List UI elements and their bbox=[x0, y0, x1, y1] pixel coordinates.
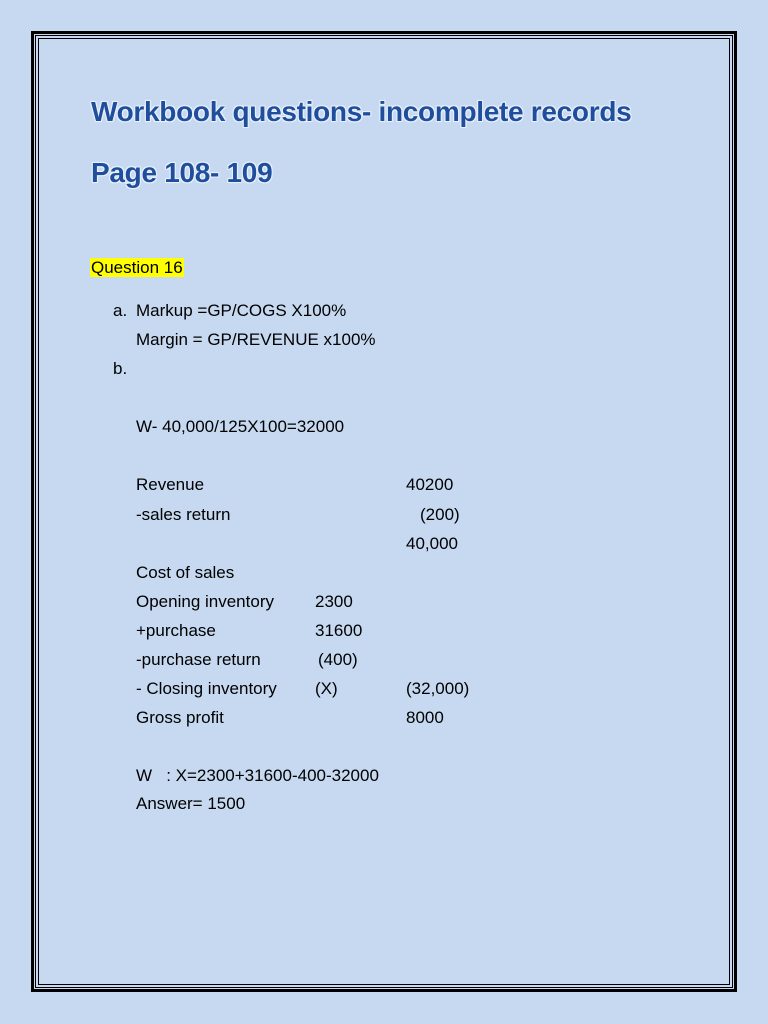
row-label: Gross profit bbox=[136, 708, 224, 727]
row-value-col1: (X) bbox=[315, 679, 338, 698]
row-label: Revenue bbox=[136, 475, 205, 494]
working-line-2: W : X=2300+31600-400-32000 bbox=[136, 766, 379, 785]
markup-formula: Markup =GP/COGS X100% bbox=[136, 301, 347, 320]
working-line-1: W- 40,000/125X100=32000 bbox=[136, 417, 345, 436]
question-label-highlight: Question 16 bbox=[91, 258, 183, 277]
row-label: -purchase return bbox=[136, 650, 261, 669]
row-value-col1: 2300 bbox=[315, 592, 353, 611]
row-value-col2: (32,000) bbox=[406, 679, 470, 698]
row-value-col2: (200) bbox=[420, 505, 460, 524]
row-value-col1: 31600 bbox=[315, 621, 363, 640]
question-label bbox=[90, 257, 184, 279]
row-value-col2: 40200 bbox=[406, 475, 454, 494]
row-value-col2: 8000 bbox=[406, 708, 444, 727]
part-a-marker: a. bbox=[113, 301, 128, 320]
page-title: Workbook questions- incomplete records bbox=[91, 96, 632, 127]
row-label: Cost of sales bbox=[136, 563, 235, 582]
row-label: +purchase bbox=[136, 621, 216, 640]
page-subtitle: Page 108- 109 bbox=[91, 157, 273, 188]
row-label: Opening inventory bbox=[136, 592, 274, 611]
row-value-col1: (400) bbox=[318, 650, 358, 669]
answer-line: Answer= 1500 bbox=[136, 794, 246, 813]
row-label: -sales return bbox=[136, 505, 231, 524]
row-value-col2: 40,000 bbox=[406, 534, 458, 553]
margin-formula: Margin = GP/REVENUE x100% bbox=[136, 330, 376, 349]
row-label: - Closing inventory bbox=[136, 679, 277, 698]
part-b-marker: b. bbox=[113, 359, 128, 378]
